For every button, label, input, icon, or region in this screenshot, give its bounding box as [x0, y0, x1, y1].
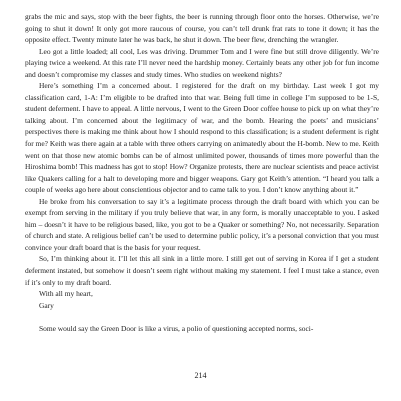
paragraph-5: So, I’m thinking about it. I’ll let this all sink in a little more. I still get out of serving in Korea if I get a student deferment instated, but somehow it doesn’t seem right without making my statement. I feel I must take a stance, even if it’s only to my draft board. [25, 254, 379, 287]
letter-closing: With all my heart, [39, 289, 93, 299]
paragraph-3: Here’s something I’m a concerned about. I registered for the draft on my birthday. Last week I got my classification card, 1-A: I’m eligible to be drafted into that war. Being full time in college I’m supposed to be 1-S, student deferment. I have to appeal. A little nervous, I went to the Green Door coffee house to pick up on what they’re talking about. I’m concerned about the legitimacy of war, and the bomb. Hearing the poets’ and musicians’ perspectives there is making me think about how I should respond to this classification; is a student deferment is right for me? Keith was there again at a table with three others carrying on animatedly about the H-bomb. New to me. Keith went on that those new atomic bombs can be of almost unlimited power, thousands of times more powerful than the Hiroshima bomb! This madness has got to stop! How? Organize protests, there are nuclear scientists and peace activist like Quakers calling for a halt to developing more and bigger weapons. Gary got Keith’s attention. “I heard you talk a couple of weeks ago here about conscientious objector and to came talk to you. I don’t know anything about it.” [25, 81, 379, 195]
letter-signature: Gary [39, 300, 54, 310]
body-text [25, 11, 379, 334]
page-number: 214 [194, 371, 207, 380]
final-paragraph: Some would say the Green Door is like a virus, a polio of questioning accepted norms, soci- [39, 323, 314, 333]
section-gap [25, 311, 379, 323]
paragraph-2: Leo got a little loaded; all cool, Les was driving. Drummer Tom and I were fine but still drove diligently. We’re playing twice a weekend. At this rate I’ll never need the hardship money. Certainly beats any other job for fun income and doesn’t compromise my classes and study times. Who studies on weekend nights? [25, 46, 379, 79]
paragraph-1: grabs the mic and says, stop with the beer fights, the beer is running through floor onto the horses. Otherwise, we’re going to shut it down! It only got more raucous of course, you can’t tell drunk frat rats to tone it down; it has the opposite effect. Twenty minute later he was back, he shut it down. The beer flew, drenching the wrangler. [25, 12, 379, 45]
paragraph-4: He broke from his conversation to say it’s a legitimate process through the draft board with which you can be exempt from serving in the military if you truly believe that war, in any form, is morally unacceptable to you. I asked him – doesn’t it have to be religious based, like, you got to be a Quaker or something? No, not necessarily. Separation of church and state. A religious belief can’t be used to determine public policy, it’s a personal conviction that you must convince your draft board that is the basis for your request. [25, 196, 379, 252]
